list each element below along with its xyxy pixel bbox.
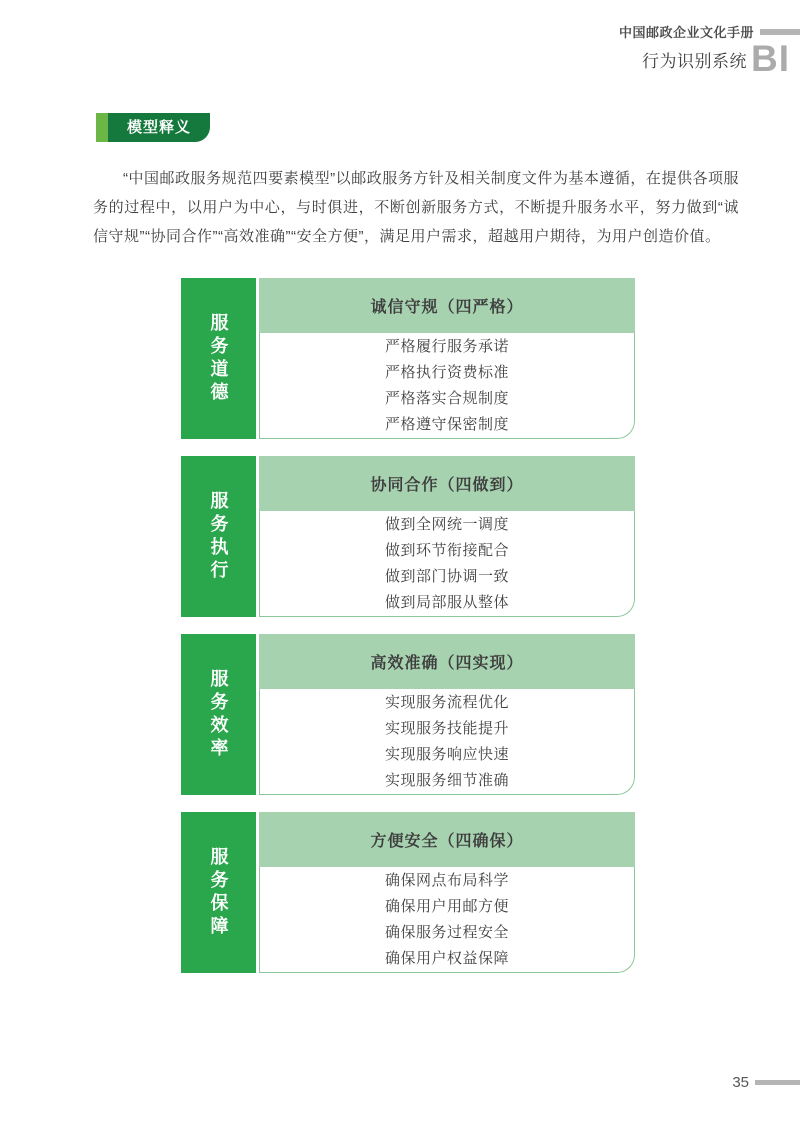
block-item: 实现服务技能提升 (384, 719, 509, 737)
block-content (259, 278, 635, 439)
model-block-service-efficiency (181, 634, 635, 795)
section-badge (96, 113, 210, 142)
model-block-service-ethics (181, 278, 635, 439)
block-items (259, 867, 635, 973)
handbook-title: 中国邮政企业文化手册 (618, 25, 754, 40)
block-item: 严格遵守保密制度 (384, 415, 509, 433)
block-category-label: 服务效率 (181, 634, 256, 795)
block-item: 实现服务流程优化 (384, 693, 509, 711)
block-category-label: 服务执行 (181, 456, 256, 617)
block-items (259, 511, 635, 617)
header-bar-decoration (760, 29, 800, 35)
block-item: 确保用户用邮方便 (384, 897, 509, 915)
block-items (259, 333, 635, 439)
block-items (259, 689, 635, 795)
block-item: 严格落实合规制度 (384, 389, 509, 407)
section-badge-label: 模型释义 (108, 113, 210, 142)
block-content (259, 812, 635, 973)
block-title: 协同合作（四做到） (259, 456, 635, 511)
page-number: 35 (732, 1074, 749, 1091)
block-item: 实现服务响应快速 (384, 745, 509, 763)
footer-bar-decoration (755, 1080, 800, 1085)
block-item: 做到环节衔接配合 (384, 541, 509, 559)
system-label: 行为识别系统 (642, 51, 747, 71)
block-category-label: 服务道德 (181, 278, 256, 439)
block-title: 方便安全（四确保） (259, 812, 635, 867)
model-block-service-execution (181, 456, 635, 617)
page-header (618, 22, 800, 79)
intro-paragraph: “中国邮政服务规范四要素模型”以邮政服务方针及相关制度文件为基本遵循，在提供各项服务的过程中，以用户为中心，与时俱进，不断创新服务方式，不断提升服务水平，努力做到“诚信守规”“协同合作”“高效准确”“安全方便”，满足用户需求，超越用户期待，为用户创造价值。 (93, 170, 739, 245)
block-item: 确保服务过程安全 (384, 923, 509, 941)
block-item: 实现服务细节准确 (384, 771, 509, 789)
system-abbr-bi: BI (751, 38, 790, 79)
block-item: 做到全网统一调度 (384, 515, 509, 533)
badge-accent-strip (96, 113, 108, 142)
block-item: 做到局部服从整体 (384, 593, 509, 611)
block-title: 诚信守规（四严格） (259, 278, 635, 333)
block-item: 确保用户权益保障 (384, 949, 509, 967)
block-content (259, 456, 635, 617)
model-blocks (181, 278, 635, 990)
block-item: 严格履行服务承诺 (384, 337, 509, 355)
header-line-2 (619, 38, 800, 79)
block-item: 严格执行资费标准 (384, 363, 509, 381)
block-item: 确保网点布局科学 (384, 871, 509, 889)
block-title: 高效准确（四实现） (259, 634, 635, 689)
block-item: 做到部门协调一致 (384, 567, 509, 585)
block-category-label: 服务保障 (181, 812, 256, 973)
model-block-service-guarantee (181, 812, 635, 973)
page-footer (732, 1074, 800, 1091)
block-content (259, 634, 635, 795)
